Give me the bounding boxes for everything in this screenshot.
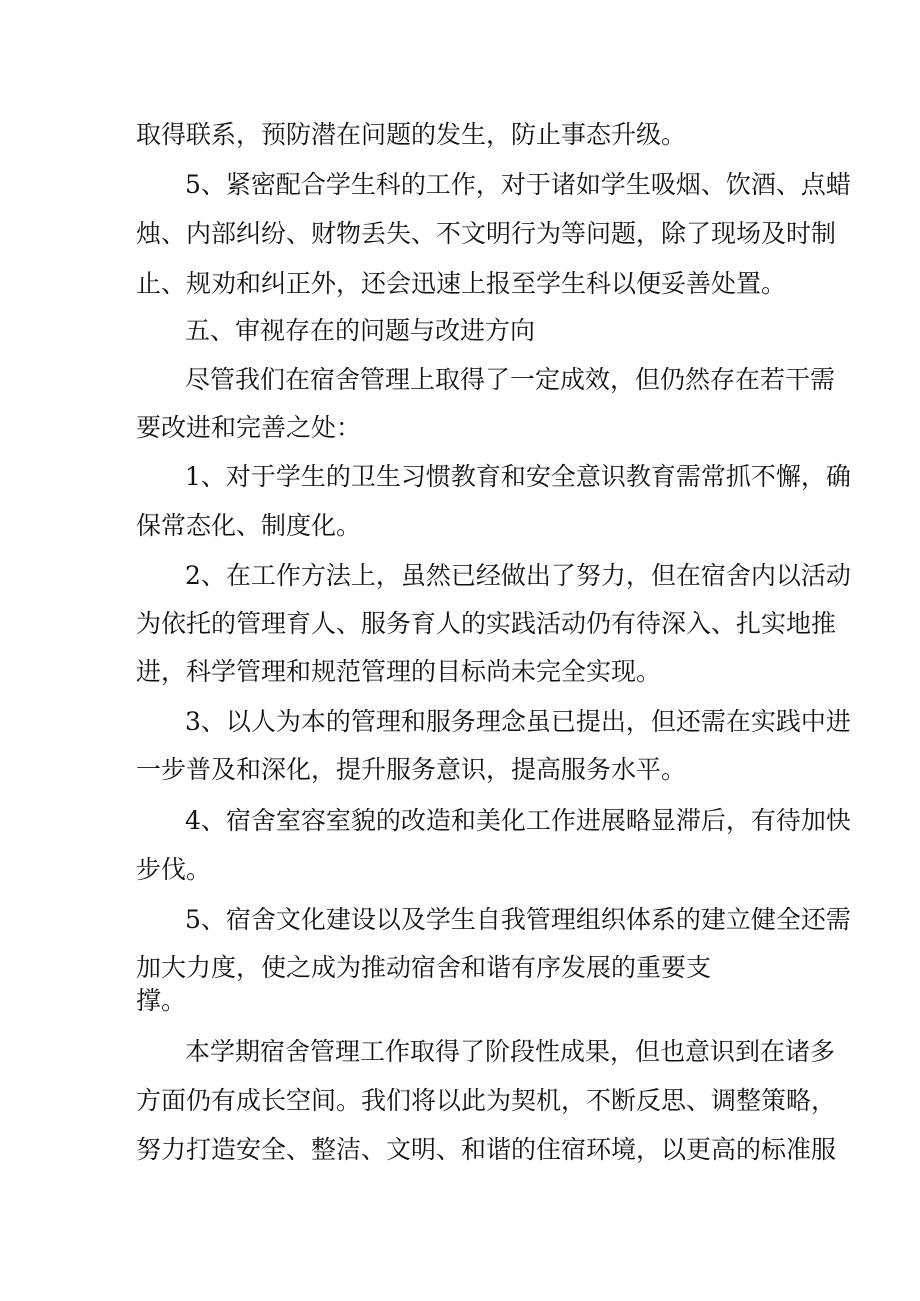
text-line: 本学期宿舍管理工作取得了阶段性成果，但也意识到在诸多 bbox=[185, 1037, 836, 1066]
text-line: 方面仍有成长空间。我们将以此为契机，不断反思、调整策略， bbox=[136, 1086, 837, 1115]
text-line: 努力打造安全、整洁、文明、和谐的住宿环境，以更高的标准服 bbox=[136, 1135, 837, 1164]
text-line: 1、对于学生的卫生习惯教育和安全意识教育需常抓不懈，确 bbox=[185, 462, 851, 491]
text-line: 撑。 bbox=[136, 986, 187, 1015]
text-line: 2、在工作方法上，虽然已经做出了努力，但在宿舍内以活动 bbox=[185, 561, 851, 590]
text-line: 保常态化、制度化。 bbox=[136, 511, 362, 540]
text-line: 为依托的管理育人、服务育人的实践活动仍有待深入、扎实地推 bbox=[136, 609, 837, 638]
text-line: 烛、内部纠纷、财物丢失、不文明行为等问题，除了现场及时制 bbox=[136, 219, 837, 248]
text-line: 尽管我们在宿舍管理上取得了一定成效，但仍然存在若干需 bbox=[185, 365, 836, 394]
text-line: 一步普及和深化，提升服务意识，提高服务水平。 bbox=[136, 755, 687, 784]
text-line: 5、紧密配合学生科的工作，对于诸如学生吸烟、饮酒、点蜡 bbox=[185, 170, 851, 199]
text-line: 5、宿舍文化建设以及学生自我管理组织体系的建立健全还需 bbox=[185, 905, 851, 934]
text-line: 要改进和完善之处： bbox=[136, 413, 362, 442]
text-line: 止、规劝和纠正外，还会迅速上报至学生科以便妥善处置。 bbox=[136, 269, 787, 298]
text-line: 步伐。 bbox=[136, 855, 212, 884]
text-line: 4、宿舍室容室貌的改造和美化工作进展略显滞后，有待加快 bbox=[185, 806, 851, 835]
text-line: 3、以人为本的管理和服务理念虽已提出，但还需在实践中进 bbox=[185, 707, 851, 736]
text-line: 进，科学管理和规范管理的目标尚未完全实现。 bbox=[136, 657, 662, 686]
text-line: 取得联系，预防潜在问题的发生，防止事态升级。 bbox=[136, 120, 687, 149]
text-line: 加大力度，使之成为推动宿舍和谐有序发展的重要支 bbox=[136, 953, 712, 982]
section-heading: 五、审视存在的问题与改进方向 bbox=[185, 316, 536, 345]
